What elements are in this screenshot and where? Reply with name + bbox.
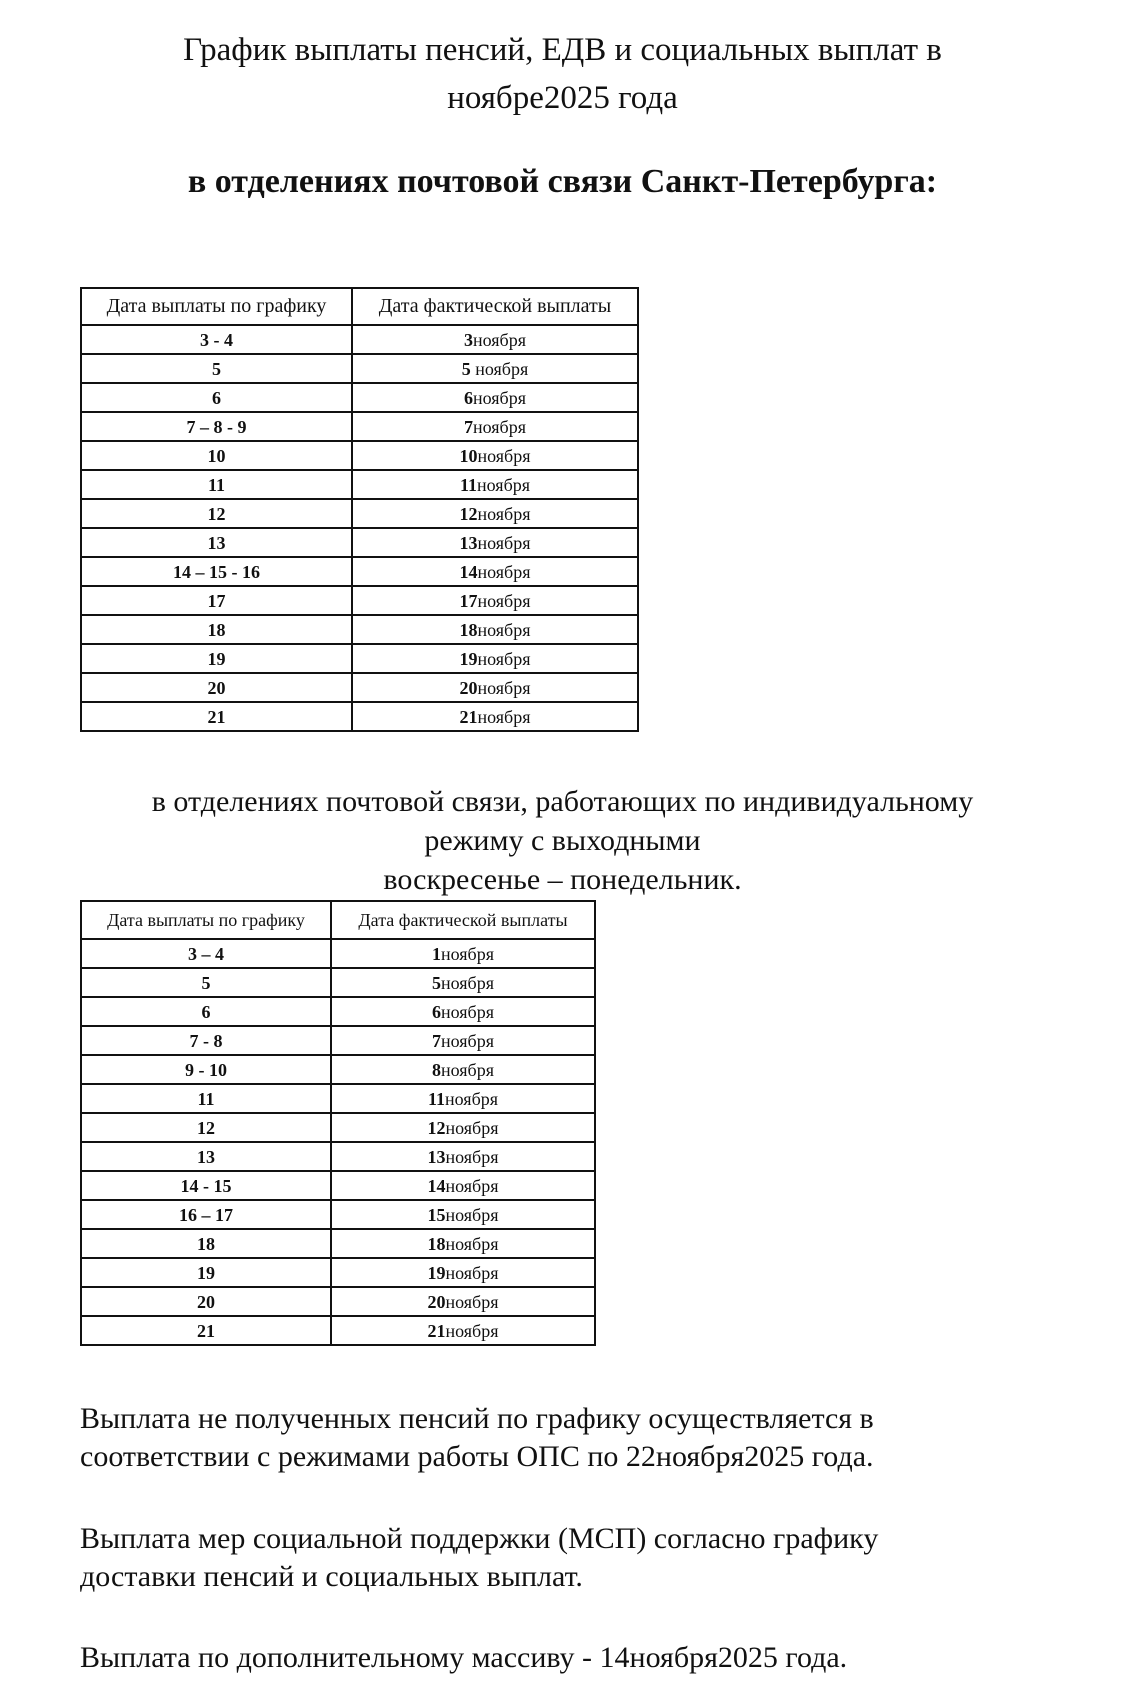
actual-date-cell [352, 354, 638, 383]
table-row [81, 1316, 595, 1345]
actual-day: 18 [427, 1233, 446, 1254]
actual-date-cell [352, 528, 638, 557]
actual-date-cell [331, 997, 595, 1026]
actual-day: 12 [459, 503, 478, 524]
column-header-scheduled: Дата выплаты по графику [81, 288, 352, 325]
scheduled-date-cell: 18 [81, 615, 352, 644]
scheduled-date-cell: 17 [81, 586, 352, 615]
actual-day: 17 [459, 590, 478, 611]
actual-month: ноября [477, 590, 531, 611]
note-line: доставки пенсий и социальных выплат. [80, 1560, 583, 1593]
actual-day: 3 [463, 329, 473, 350]
actual-date-cell [352, 412, 638, 441]
actual-date-cell [331, 1026, 595, 1055]
actual-date-cell [352, 586, 638, 615]
table-row [81, 673, 638, 702]
actual-date-cell [352, 557, 638, 586]
table-row [81, 1200, 595, 1229]
actual-month: ноября [445, 1320, 499, 1341]
actual-date-cell [331, 1287, 595, 1316]
scheduled-date-cell: 13 [81, 528, 352, 557]
scheduled-date-cell: 6 [81, 383, 352, 412]
table-row [81, 528, 638, 557]
actual-day: 11 [459, 474, 477, 495]
actual-date-cell [331, 1229, 595, 1258]
table-header-row [81, 288, 638, 325]
document-title-line2: ноябре2025 года [447, 80, 678, 116]
table-row [81, 1287, 595, 1316]
actual-month: ноября [445, 1291, 499, 1312]
actual-date-cell [352, 673, 638, 702]
scheduled-date-cell: 21 [81, 1316, 331, 1345]
scheduled-date-cell: 6 [81, 997, 331, 1026]
section2-heading-line1: в отделениях почтовой связи, работающих по индивидуальному [151, 785, 974, 818]
actual-date-cell [352, 470, 638, 499]
scheduled-date-cell: 5 [81, 968, 331, 997]
actual-month: ноября [472, 416, 526, 437]
note-line: Выплата мер социальной поддержки (МСП) согласно графику [80, 1522, 879, 1555]
scheduled-date-cell: 20 [81, 673, 352, 702]
actual-date-cell [331, 1258, 595, 1287]
actual-month: ноября [445, 1117, 499, 1138]
actual-month: ноября [477, 619, 531, 640]
actual-date-cell [331, 1055, 595, 1084]
actual-day: 19 [459, 648, 478, 669]
schedule-table-individual-mode [80, 900, 596, 1346]
actual-date-cell [331, 1316, 595, 1345]
table-row [81, 1142, 595, 1171]
scheduled-date-cell: 21 [81, 702, 352, 731]
scheduled-date-cell: 12 [81, 499, 352, 528]
scheduled-date-cell: 7 – 8 - 9 [81, 412, 352, 441]
actual-date-cell [352, 441, 638, 470]
scheduled-date-cell: 14 – 15 - 16 [81, 557, 352, 586]
column-header-scheduled: Дата выплаты по графику [81, 901, 331, 939]
scheduled-date-cell: 20 [81, 1287, 331, 1316]
scheduled-date-cell: 16 – 17 [81, 1200, 331, 1229]
table-body [81, 325, 638, 731]
actual-month: ноября [477, 706, 531, 727]
actual-date-cell [331, 968, 595, 997]
table-row [81, 383, 638, 412]
scheduled-date-cell: 9 - 10 [81, 1055, 331, 1084]
note-social-support [80, 1520, 1080, 1596]
scheduled-date-cell: 3 - 4 [81, 325, 352, 354]
table-row [81, 1171, 595, 1200]
actual-month: ноября [472, 387, 526, 408]
actual-day: 18 [459, 619, 478, 640]
column-header-actual: Дата фактической выплаты [352, 288, 638, 325]
actual-month: ноября [477, 445, 531, 466]
scheduled-date-cell: 11 [81, 470, 352, 499]
document-subtitle: в отделениях почтовой связи Санкт-Петербурга: [187, 163, 938, 200]
actual-day: 7 [431, 1030, 441, 1051]
actual-day: 15 [427, 1204, 446, 1225]
note-line: Выплата не полученных пенсий по графику осуществляется в [80, 1402, 874, 1435]
actual-day: 13 [427, 1146, 446, 1167]
actual-date-cell [331, 1142, 595, 1171]
table-row [81, 586, 638, 615]
actual-month: ноября [477, 532, 531, 553]
document-title [60, 26, 1065, 122]
table-row [81, 1084, 595, 1113]
table-row [81, 1258, 595, 1287]
scheduled-date-cell: 13 [81, 1142, 331, 1171]
scheduled-date-cell: 12 [81, 1113, 331, 1142]
actual-month: ноября [477, 648, 531, 669]
section2-heading [60, 782, 1065, 899]
actual-month: ноября [445, 1175, 499, 1196]
table-row [81, 968, 595, 997]
table-row [81, 325, 638, 354]
actual-date-cell [352, 499, 638, 528]
actual-day: 14 [427, 1175, 446, 1196]
table-row [81, 499, 638, 528]
scheduled-date-cell: 14 - 15 [81, 1171, 331, 1200]
actual-date-cell [352, 325, 638, 354]
scheduled-date-cell: 11 [81, 1084, 331, 1113]
actual-month: ноября [470, 358, 529, 379]
actual-date-cell [352, 702, 638, 731]
actual-month: ноября [440, 1001, 494, 1022]
scheduled-date-cell: 19 [81, 1258, 331, 1287]
table-row [81, 1113, 595, 1142]
actual-date-cell [331, 1113, 595, 1142]
actual-month: ноября [477, 561, 531, 582]
section2-heading-line3: воскресенье – понедельник. [383, 863, 742, 896]
actual-day: 12 [427, 1117, 446, 1138]
table-row [81, 1229, 595, 1258]
table-header-row [81, 901, 595, 939]
actual-month: ноября [477, 503, 531, 524]
scheduled-date-cell: 19 [81, 644, 352, 673]
actual-day: 13 [459, 532, 478, 553]
actual-day: 8 [431, 1059, 441, 1080]
table-row [81, 997, 595, 1026]
table-row [81, 557, 638, 586]
table-row [81, 702, 638, 731]
table-row [81, 939, 595, 968]
actual-day: 1 [431, 943, 441, 964]
actual-month: ноября [440, 1030, 494, 1051]
table-row [81, 1026, 595, 1055]
schedule-table-standard [80, 287, 639, 732]
table-row [81, 615, 638, 644]
actual-date-cell [331, 939, 595, 968]
actual-day: 14 [459, 561, 478, 582]
table-body [81, 939, 595, 1345]
table-row [81, 354, 638, 383]
note-unreceived-pensions [80, 1400, 1080, 1476]
actual-date-cell [352, 644, 638, 673]
actual-month: ноября [445, 1262, 499, 1283]
table-row [81, 1055, 595, 1084]
actual-day: 5 [461, 358, 471, 379]
actual-date-cell [352, 383, 638, 412]
actual-month: ноября [477, 677, 531, 698]
actual-month: ноября [440, 972, 494, 993]
actual-day: 6 [463, 387, 473, 408]
actual-day: 11 [427, 1088, 445, 1109]
actual-day: 20 [459, 677, 478, 698]
actual-day: 6 [431, 1001, 441, 1022]
section2-heading-line2: режиму с выходными [424, 824, 701, 857]
actual-date-cell [331, 1200, 595, 1229]
column-header-actual: Дата фактической выплаты [331, 901, 595, 939]
note-additional-array: Выплата по дополнительному массиву - 14ноября2025 года. [80, 1641, 848, 1674]
scheduled-date-cell: 18 [81, 1229, 331, 1258]
scheduled-date-cell: 7 - 8 [81, 1026, 331, 1055]
actual-month: ноября [445, 1088, 499, 1109]
actual-date-cell [331, 1171, 595, 1200]
actual-day: 10 [459, 445, 478, 466]
actual-month: ноября [472, 329, 526, 350]
document-title-line1: График выплаты пенсий, ЕДВ и социальных выплат в [183, 32, 942, 68]
scheduled-date-cell: 5 [81, 354, 352, 383]
actual-month: ноября [477, 474, 531, 495]
actual-month: ноября [445, 1146, 499, 1167]
actual-month: ноября [445, 1204, 499, 1225]
actual-month: ноября [445, 1233, 499, 1254]
table-row [81, 470, 638, 499]
actual-date-cell [352, 615, 638, 644]
actual-month: ноября [440, 943, 494, 964]
actual-month: ноября [440, 1059, 494, 1080]
actual-day: 20 [427, 1291, 446, 1312]
actual-day: 21 [459, 706, 478, 727]
actual-day: 5 [431, 972, 441, 993]
note-line: соответствии с режимами работы ОПС по 22ноября2025 года. [80, 1440, 874, 1473]
actual-day: 19 [427, 1262, 446, 1283]
table-row [81, 644, 638, 673]
table-row [81, 441, 638, 470]
actual-day: 7 [463, 416, 473, 437]
table-row [81, 412, 638, 441]
scheduled-date-cell: 10 [81, 441, 352, 470]
scheduled-date-cell: 3 – 4 [81, 939, 331, 968]
actual-date-cell [331, 1084, 595, 1113]
actual-day: 21 [427, 1320, 446, 1341]
